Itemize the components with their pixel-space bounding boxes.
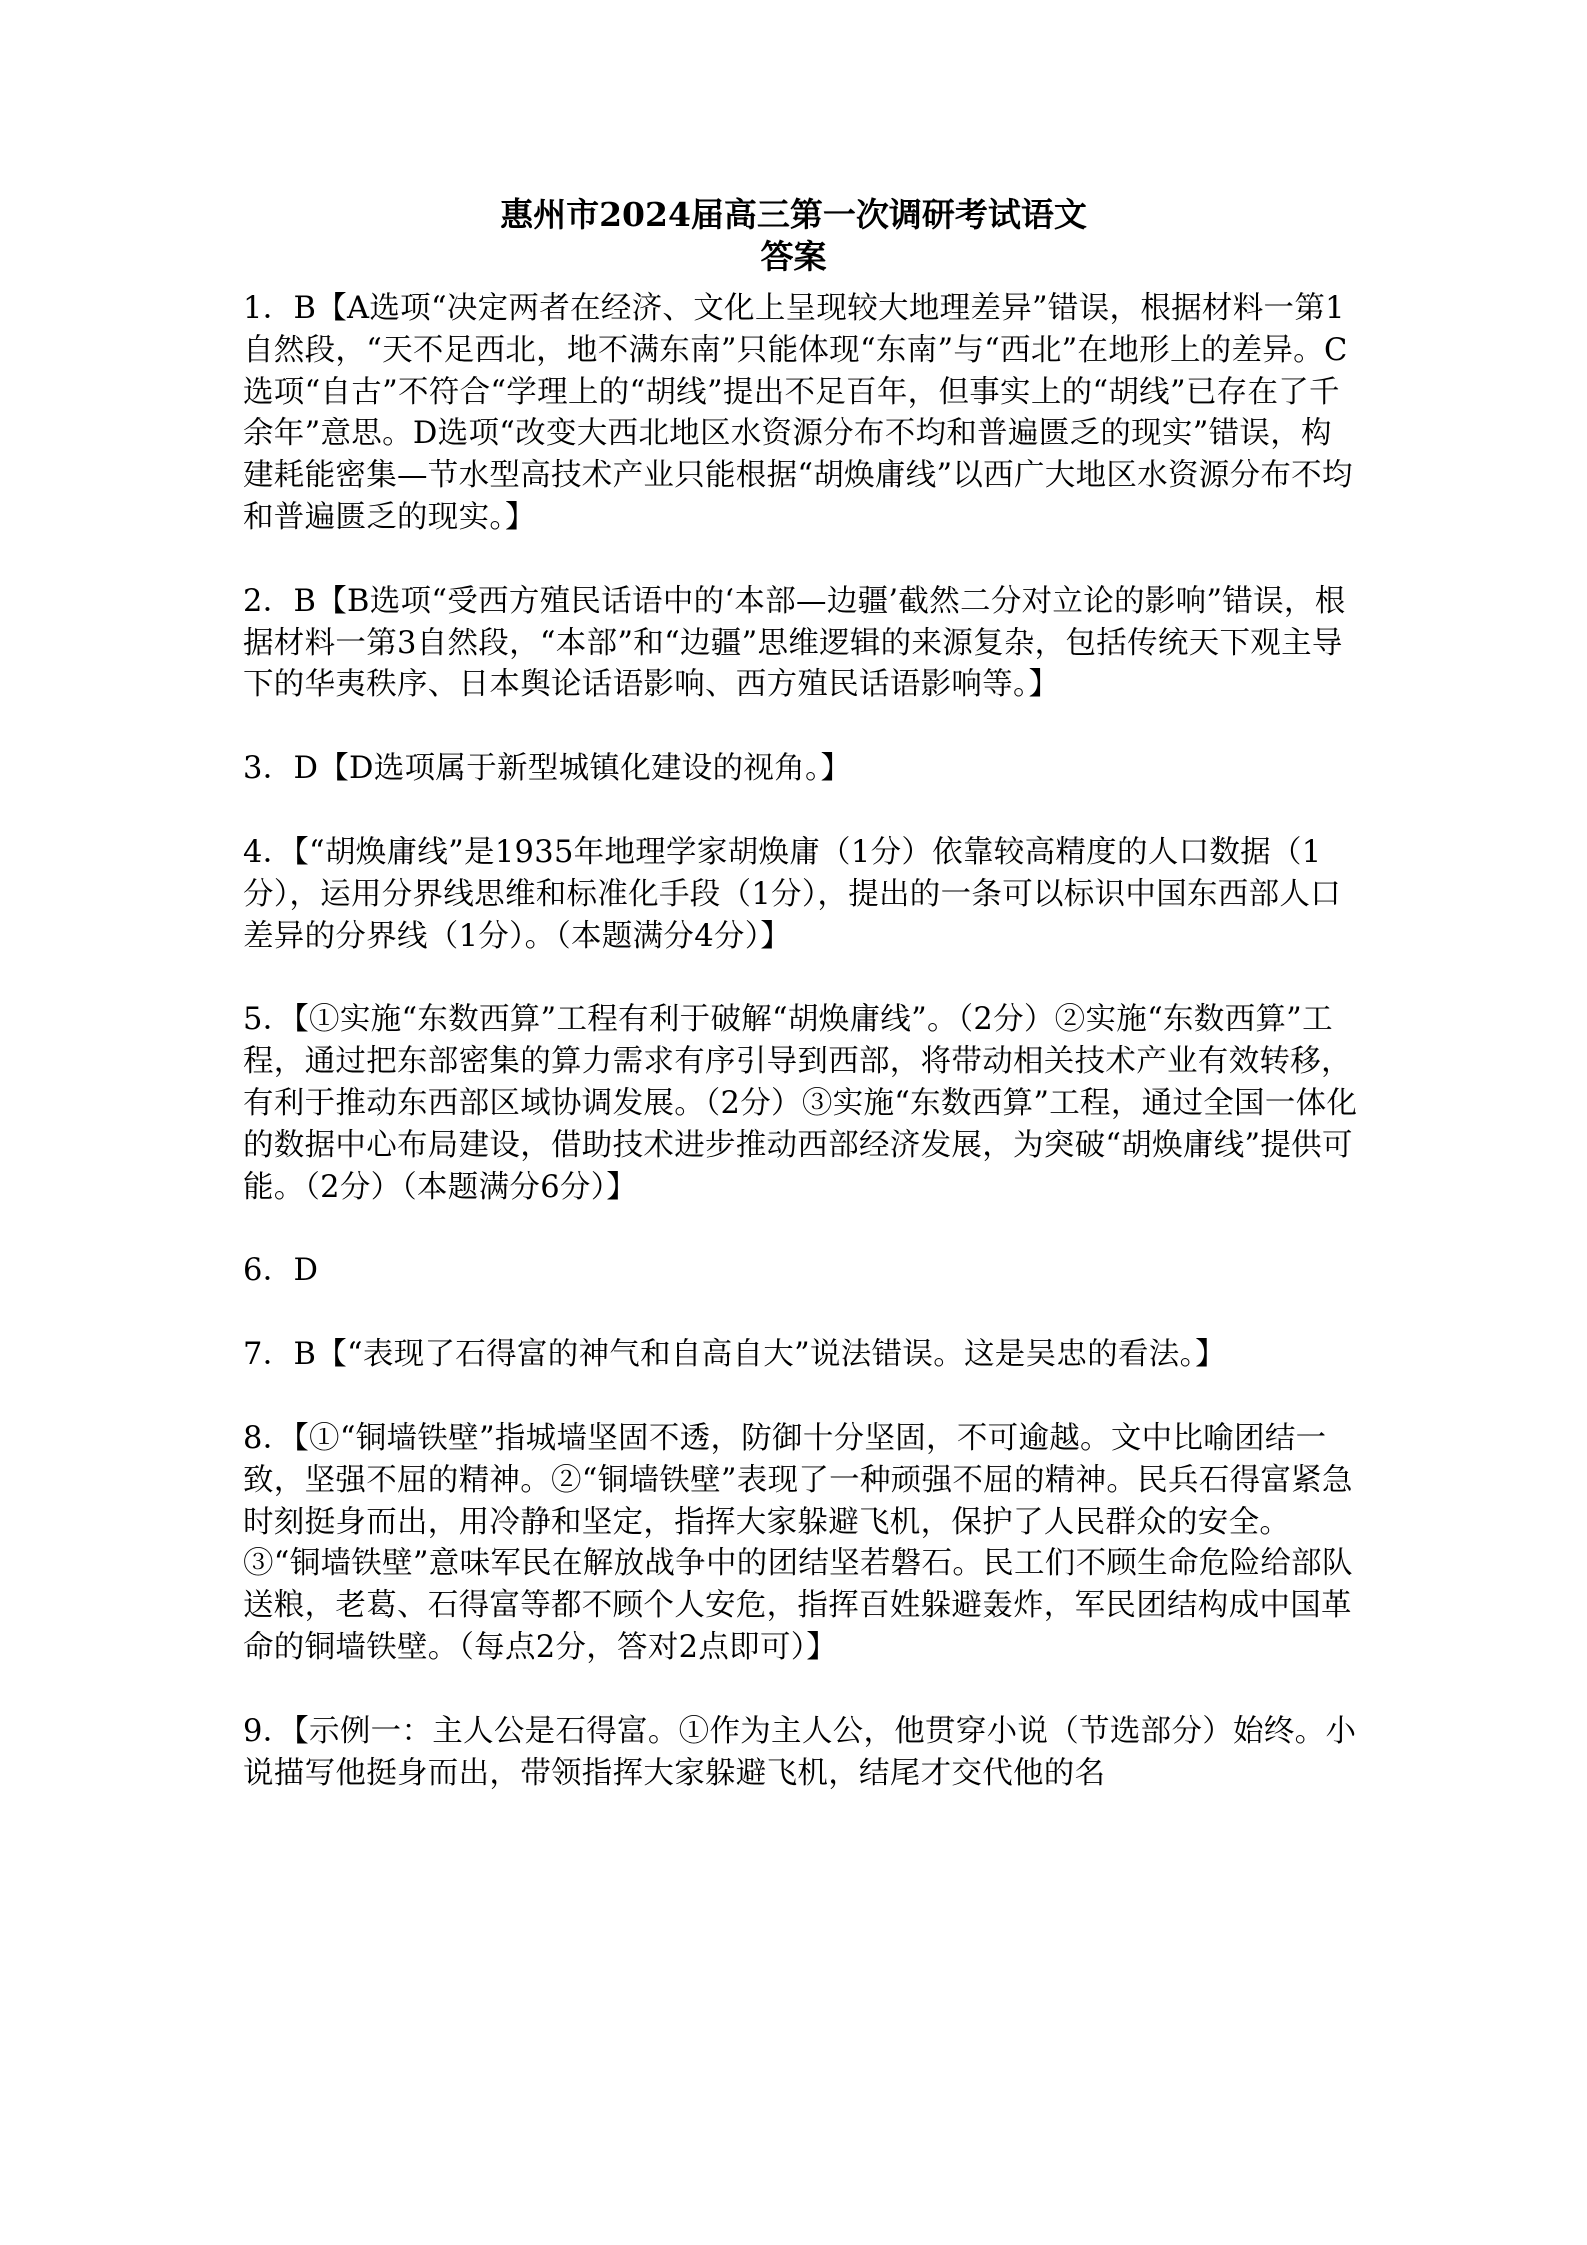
document-subtitle: 答案 — [760, 237, 827, 276]
answer-item-6: 6．D — [243, 1253, 319, 1289]
answer-list — [243, 288, 1358, 1836]
answer-item-3: 3．D【D选项属于新型城镇化建设的视角。】 — [243, 751, 852, 787]
answer-item-1: 1．B【A选项“决定两者在经济、文化上呈现较大地理差异”错误，根据材料一第1自然段，“天不足西北，地不满东南”只能体现“东南”与“西北”在地形上的差异。C选项“自古”不符合“学理上的“胡线”提出不足百年，但事实上的“胡线”已存在了千余年”意思。D选项“改变大西北地区水资源分布不均和普遍匮乏的现实”错误，构建耗能密集—节水型高技术产业只能根据“胡焕庸线”以西广大地区水资源分布不均和普遍匮乏的现实。】 — [243, 291, 1353, 535]
answer-item-8: 8．【①“铜墙铁壁”指城墙坚固不透，防御十分坚固，不可逾越。文中比喻团结一致，坚强不屈的精神。②“铜墙铁壁”表现了一种顽强不屈的精神。民兵石得富紧急时刻挺身而出，用冷静和坚定，指挥大家躲避飞机，保护了人民群众的安全。③“铜墙铁壁”意味军民在解放战争中的团结坚若磐石。民工们不顾生命危险给部队送粮，老葛、石得富等都不顾个人安危，指挥百姓躲避轰炸，军民团结构成中国革命的铜墙铁壁。（每点2分，答对2点即可）】 — [243, 1420, 1353, 1665]
answer-item-7: 7．B【“表现了石得富的神气和自高自大”说法错误。这是吴忠的看法。】 — [243, 1337, 1226, 1373]
answer-item-5: 5．【①实施“东数西算”工程有利于破解“胡焕庸线”。（2分）②实施“东数西算”工程，通过把东部密集的算力需求有序引导到西部，将带动相关技术产业有效转移，有利于推动东西部区域协调发展。（2分）③实施“东数西算”工程，通过全国一体化的数据中心布局建设，借助技术进步推动西部经济发展，为突破“胡焕庸线”提供可能。（2分）（本题满分6分）】 — [243, 1002, 1358, 1205]
document-title: 惠州市2024届高三第一次调研考试语文 — [500, 195, 1087, 234]
answer-item-9: 9．【示例一：主人公是石得富。①作为主人公，他贯穿小说（节选部分）始终。小说描写他挺身而出，带领指挥大家躲避飞机，结尾才交代他的名 — [243, 1713, 1357, 1791]
answer-item-4: 4．【“胡焕庸线”是1935年地理学家胡焕庸（1分）依靠较高精度的人口数据（1分），运用分界线思维和标准化手段（1分），提出的一条可以标识中国东西部人口差异的分界线（1分）。（本题满分4分）】 — [243, 834, 1342, 954]
answer-item-2: 2．B【B选项“受西方殖民话语中的‘本部—边疆’截然二分对立论的影响”错误，根据材料一第3自然段，“本部”和“边疆”思维逻辑的来源复杂，包括传统天下观主导下的华夷秩序、日本舆论话语影响、西方殖民话语影响等。】 — [243, 583, 1346, 703]
